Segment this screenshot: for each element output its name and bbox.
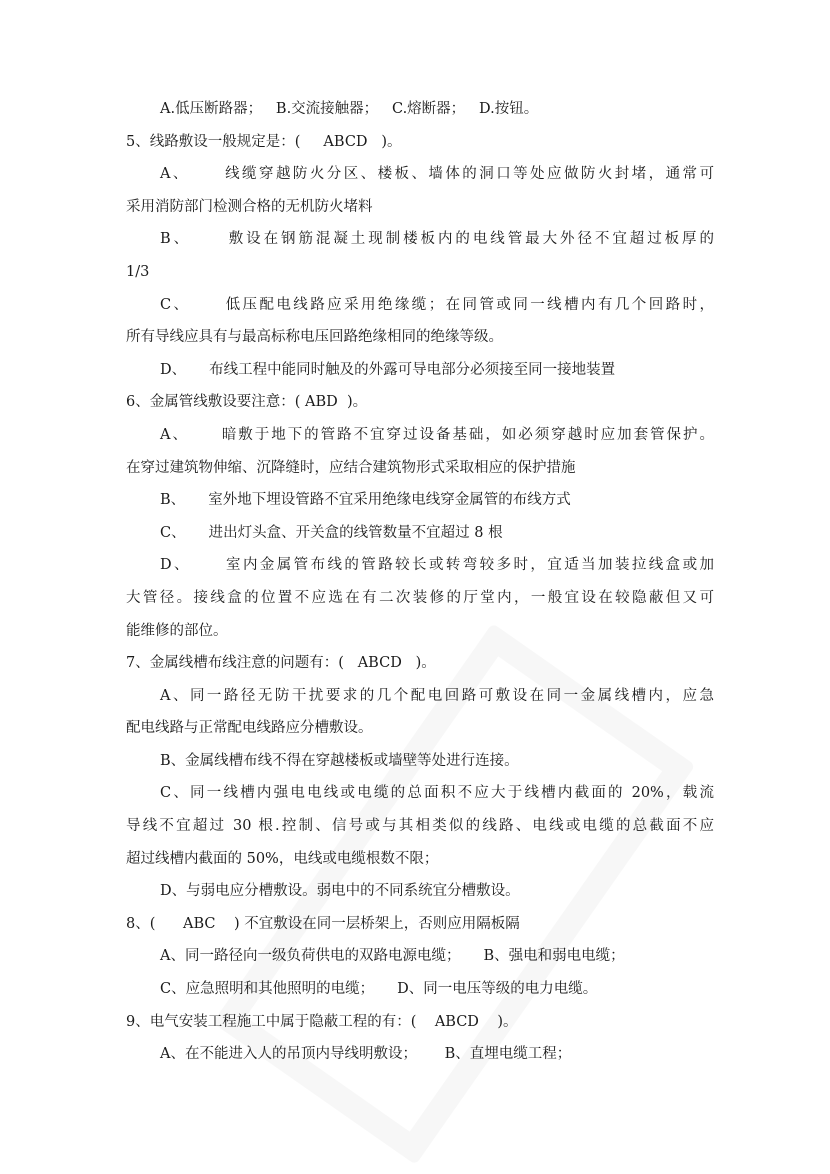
option-line: D、与弱电应分槽敷设。弱电中的不同系统宜分槽敷设。 [160, 883, 520, 900]
option-line: A、同一路径无防干扰要求的几个配电回路可敷设在同一金属线槽内，应急 [160, 687, 714, 704]
option-line: B、 敷设在钢筋混凝土现制楼板内的电线管最大外径不宜超过板厚的 [160, 231, 714, 248]
question-9: 9、电气安装工程施工中属于隐蔽工程的有：( ABCD )。 [126, 1013, 518, 1030]
question-5: 5、线路敷设一般规定是：( ABCD )。 [126, 133, 402, 150]
option-line: A、 线缆穿越防火分区、楼板、墙体的洞口等处应做防火封堵，通常可 [160, 166, 714, 183]
option-line: 大管径。接线盒的位置不应选在有二次装修的厅堂内，一般宜设在较隐蔽但又可 [126, 589, 714, 606]
option-line: 超过线槽内截面的 50%，电线或电缆根数不限； [126, 850, 439, 867]
option-line: C、 低压配电线路应采用绝缘缆；在同管或同一线槽内有几个回路时， [160, 296, 714, 313]
option-line: D、 室内金属管布线的管路较长或转弯较多时，宜适当加装拉线盒或加 [160, 557, 714, 574]
option-line: C、应急照明和其他照明的电缆； D、同一电压等级的电力电缆。 [160, 981, 598, 998]
option-line: 配电线路与正常配电线路应分槽敷设。 [126, 720, 373, 737]
option-line: B、 室外地下埋设管路不宜采用绝缘电线穿金属管的布线方式 [160, 492, 571, 509]
option-line: 采用消防部门检测合格的无机防火堵料 [126, 198, 373, 215]
option-line: A、 暗敷于地下的管路不宜穿过设备基础，如必须穿越时应加套管保护。 [160, 426, 714, 443]
option-line: A、在不能进入人的吊顶内导线明敷设； B、直埋电缆工程； [160, 1046, 572, 1063]
option-line: 1/3 [126, 263, 150, 280]
question-6: 6、金属管线敷设要注意：( ABD )。 [126, 394, 368, 411]
option-line: B、金属线槽布线不得在穿越楼板或墙壁等处进行连接。 [160, 752, 519, 769]
option-line: A、同一路径向一级负荷供电的双路电源电缆； B、强电和弱电电缆； [160, 948, 625, 965]
option-line: C、同一线槽内强电电线或电缆的总面积不应大于线槽内截面的 20%，载流 [160, 785, 714, 802]
option-line: 在穿过建筑物伸缩、沉降缝时，应结合建筑物形式采取相应的保护措施 [126, 459, 576, 476]
option-line: A.低压断路器； B.交流接触器； C.熔断器； D.按钮。 [160, 101, 539, 117]
question-7: 7、金属线槽布线注意的问题有：( ABCD )。 [126, 655, 436, 672]
option-line: 导线不宜超过 30 根.控制、信号或与其相类似的线路、电线或电缆的总截面不应 [126, 818, 714, 835]
option-line: 能维修的部位。 [126, 622, 228, 639]
question-8: 8、( ABC ) 不宜敷设在同一层桥架上，否则应用隔板隔 [126, 915, 520, 932]
option-line: D、 布线工程中能同时触及的外露可导电部分必须接至同一接地装置 [160, 361, 616, 378]
option-line: C、 进出灯头盒、开关盒的线管数量不宜超过 8 根 [160, 524, 503, 541]
document-body [126, 93, 714, 1071]
option-line: 所有导线应具有与最高标称电压回路绝缘相同的绝缘等级。 [126, 329, 503, 346]
